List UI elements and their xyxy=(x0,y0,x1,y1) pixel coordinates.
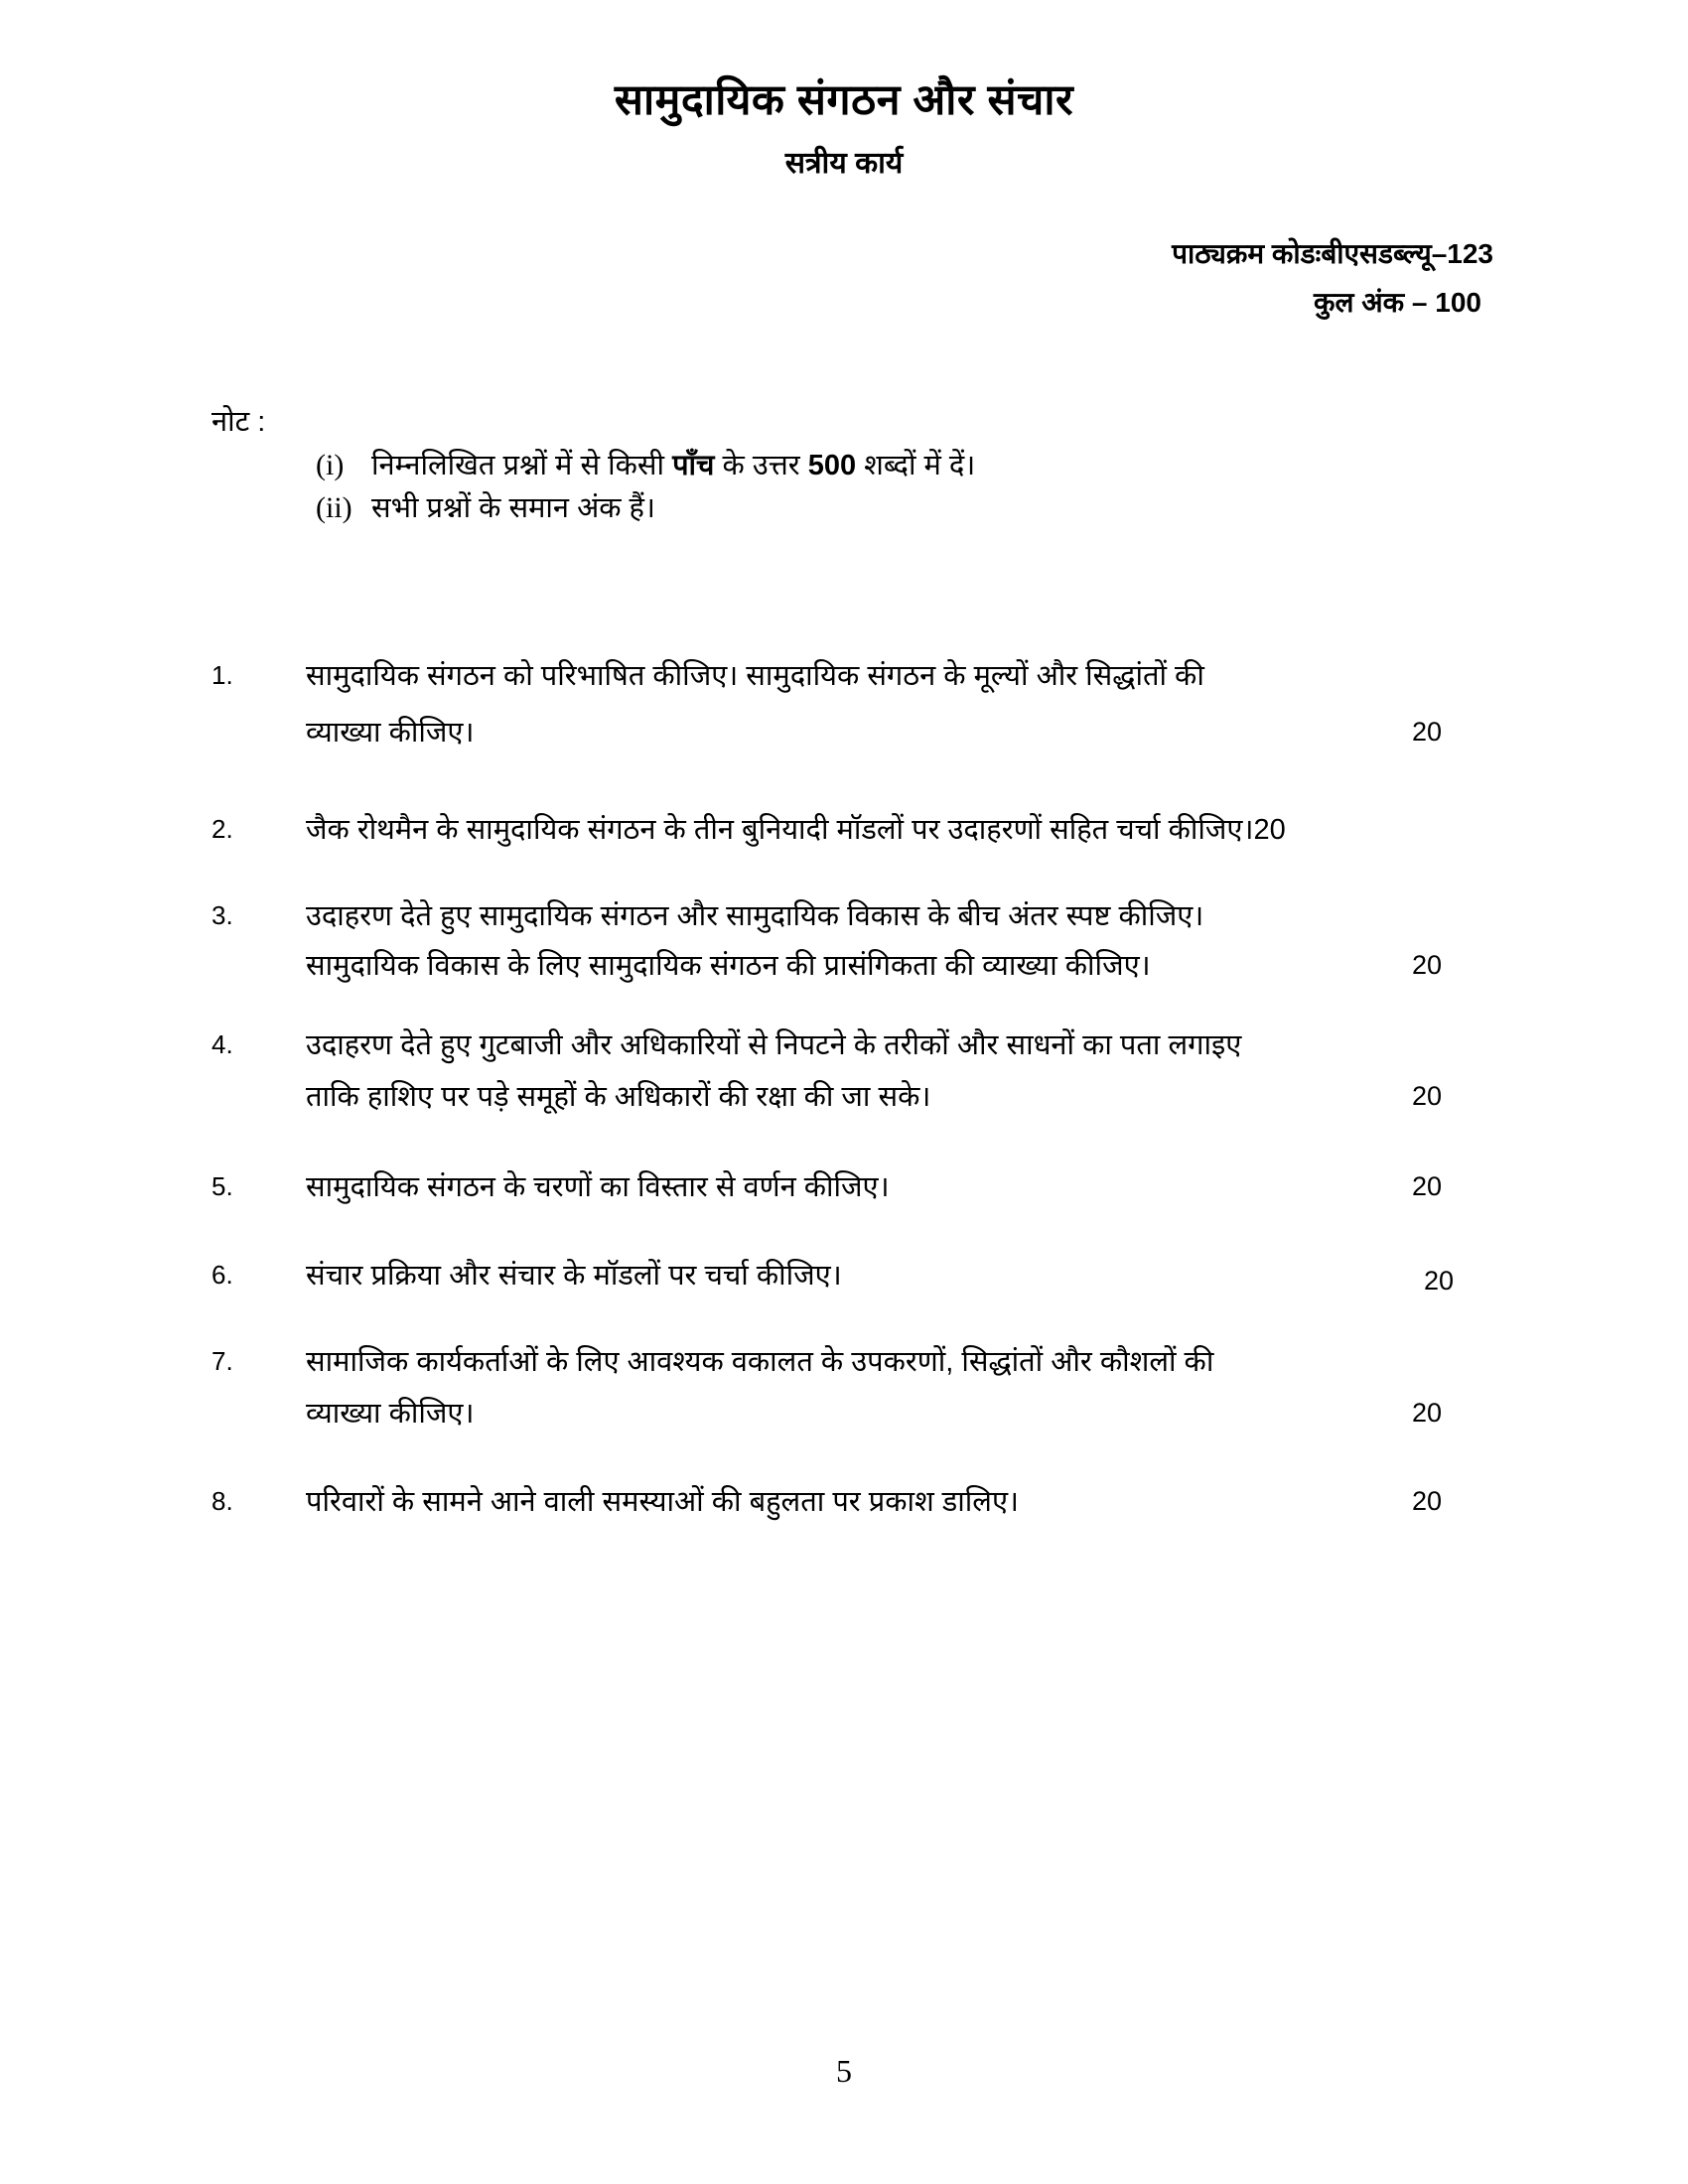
question-number: 1. xyxy=(211,660,233,690)
page-subtitle: सत्रीय कार्य xyxy=(784,147,904,180)
question-number: 4. xyxy=(211,1029,233,1059)
question-marks: 20 xyxy=(1412,1081,1443,1111)
question-item xyxy=(0,1031,1688,1145)
note-item-text: निम्नलिखित प्रश्नों में से किसी पाँच के उत्तर 500 शब्दों में दें। xyxy=(371,450,976,481)
question-marks: 20 xyxy=(1412,1398,1443,1428)
note-item-marker: (i) xyxy=(316,449,345,481)
note-list xyxy=(316,445,1458,529)
question-text-line: उदाहरण देते हुए सामुदायिक संगठन और सामुदायिक विकास के बीच अंतर स्पष्ट कीजिए। xyxy=(306,900,1204,932)
question-marks: 20 xyxy=(1412,950,1443,980)
course-code: पाठ्यक्रम कोडःबीएसडब्ल्यू–123 xyxy=(1172,238,1493,269)
question-number: 6. xyxy=(211,1260,233,1290)
note-item xyxy=(316,445,1458,487)
note-label: नोट : xyxy=(211,406,266,438)
question-item xyxy=(0,1173,1688,1233)
page-number: 5 xyxy=(836,2053,852,2089)
question-number: 8. xyxy=(211,1486,233,1516)
question-item xyxy=(0,1488,1688,1548)
question-marks: 20 xyxy=(1412,717,1443,747)
question-marks: 20 xyxy=(1412,1486,1443,1516)
question-number: 5. xyxy=(211,1171,233,1201)
note-emphasis: 500 xyxy=(807,450,857,481)
page-title: सामुदायिक संगठन और संचार xyxy=(614,76,1074,124)
question-text-line: व्याख्या कीजिए। xyxy=(306,717,475,749)
note-item xyxy=(316,487,1458,530)
question-text-line: सामुदायिक संगठन को परिभाषित कीजिए। सामुदायिक संगठन के मूल्यों और सिद्धांतों की xyxy=(306,660,1204,692)
question-marks: 20 xyxy=(1424,1266,1455,1296)
question-item xyxy=(0,1262,1688,1321)
question-text-line: व्याख्या कीजिए। xyxy=(306,1398,475,1430)
question-text-line: संचार प्रक्रिया और संचार के मॉडलों पर चर्चा कीजिए। xyxy=(306,1260,842,1292)
question-number: 3. xyxy=(211,900,233,930)
question-item xyxy=(0,902,1688,1012)
question-text-line: उदाहरण देते हुए गुटबाजी और अधिकारियों से निपटने के तरीकों और साधनों का पता लगाइए xyxy=(306,1029,1242,1061)
note-item-text: सभी प्रश्नों के समान अंक हैं। xyxy=(371,491,655,524)
question-item xyxy=(0,1348,1688,1461)
question-text-line: सामुदायिक विकास के लिए सामुदायिक संगठन की प्रासंगिकता की व्याख्या कीजिए। xyxy=(306,950,1151,982)
question-text-line: सामुदायिक संगठन के चरणों का विस्तार से वर्णन कीजिए। xyxy=(306,1171,890,1203)
question-text-line: जैक रोथमैन के सामुदायिक संगठन के तीन बुनियादी मॉडलों पर उदाहरणों सहित चर्चा कीजिए।20 xyxy=(306,814,1286,846)
question-item xyxy=(0,662,1688,785)
question-text-line: परिवारों के सामने आने वाली समस्याओं की बहुलता पर प्रकाश डालिए। xyxy=(306,1486,1019,1518)
note-item-marker: (ii) xyxy=(316,490,352,524)
question-text-line: सामाजिक कार्यकर्ताओं के लिए आवश्यक वकालत के उपकरणों, सिद्धांतों और कौशलों की xyxy=(306,1346,1214,1378)
question-marks: 20 xyxy=(1412,1171,1443,1201)
question-text-line: ताकि हाशिए पर पड़े समूहों के अधिकारों की रक्षा की जा सके। xyxy=(306,1081,931,1113)
question-item xyxy=(0,816,1688,883)
question-number: 7. xyxy=(211,1346,233,1376)
question-number: 2. xyxy=(211,814,233,844)
total-marks: कुल अंक – 100 xyxy=(1313,287,1481,318)
note-emphasis: पाँच xyxy=(672,450,715,481)
